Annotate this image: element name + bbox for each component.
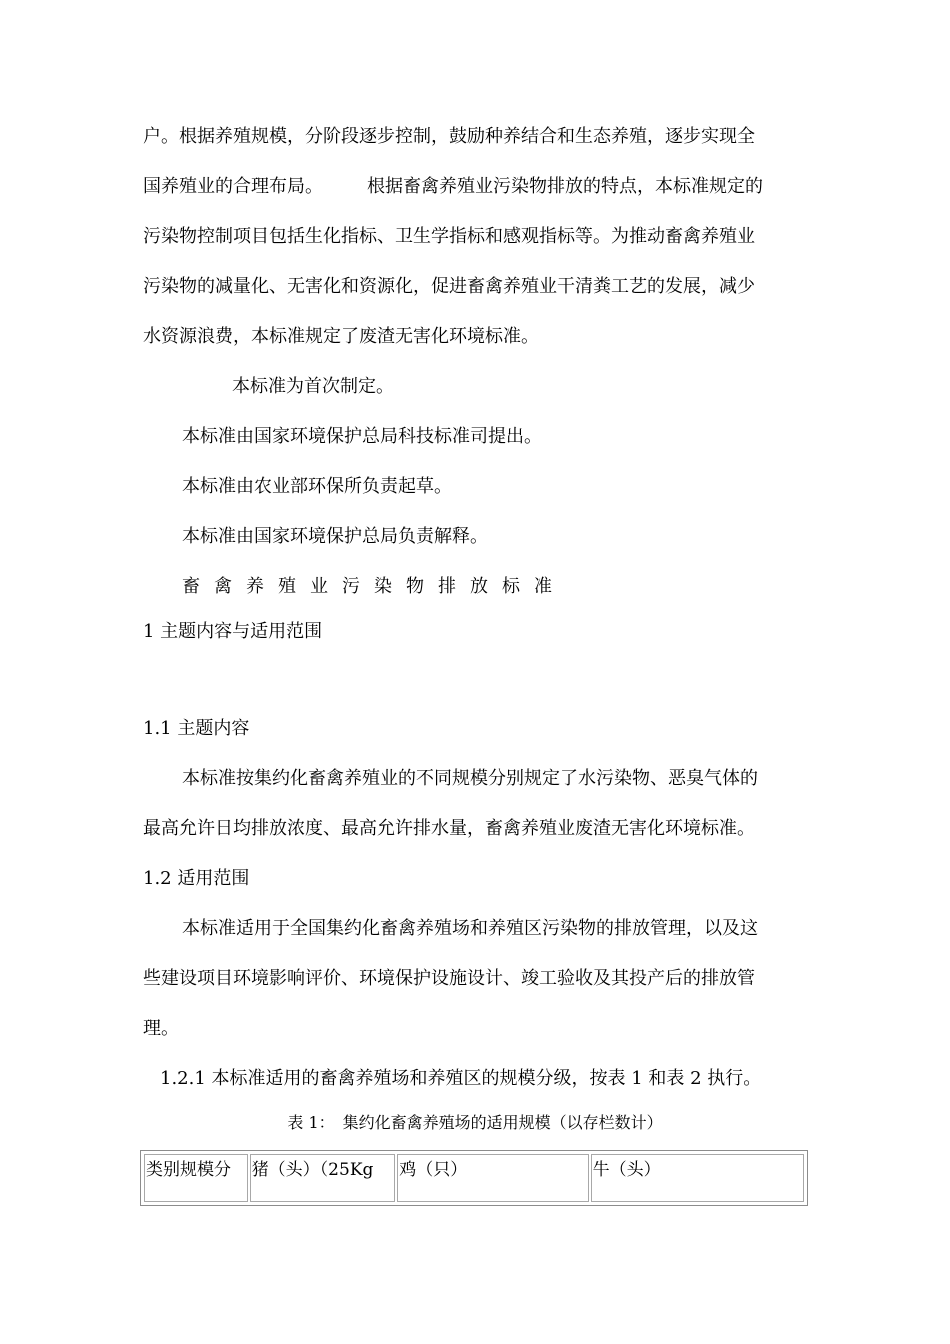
table-header-cell: 鸡（只） [397,1154,588,1202]
paragraph-segment: 国养殖业的合理布局。 [143,176,323,197]
statement-proposed-by: 本标准由国家环境保护总局科技标准司提出。 [182,426,542,447]
section-heading-1-2-1: 1.2.1 本标准适用的畜禽养殖场和养殖区的规模分级，按表 1 和表 2 执行。 [160,1068,762,1089]
table-header-cell: 猪（头）（25Kg [250,1154,396,1202]
paragraph-segment: 根据畜禽养殖业污染物排放的特点，本标准规定的 [367,176,763,197]
paragraph-line [143,175,763,199]
table-caption: 表 1： 集约化畜禽养殖场的适用规模（以存栏数计） [287,1113,663,1132]
paragraph-line: 污染物控制项目包括生化指标、卫生学指标和感观指标等。为推动畜禽养殖业 [143,226,755,247]
section-heading-1-1: 1.1 主题内容 [143,718,250,739]
paragraph-line: 水资源浪费，本标准规定了废渣无害化环境标准。 [143,326,539,347]
paragraph-line: 污染物的减量化、无害化和资源化，促进畜禽养殖业干清粪工艺的发展，减少 [143,276,755,297]
paragraph-line: 些建设项目环境影响评价、环境保护设施设计、竣工验收及其投产后的排放管 [143,968,755,989]
section-heading-1: 1 主题内容与适用范围 [143,621,323,642]
statement-drafted-by: 本标准由农业部环保所负责起草。 [182,476,452,497]
paragraph-line: 理。 [143,1018,179,1039]
table-header-cell: 类别规模分 [144,1154,248,1202]
paragraph-line: 最高允许日均排放浓度、最高允许排水量，畜禽养殖业废渣无害化环境标准。 [143,818,755,839]
scale-table [140,1150,808,1206]
statement-interpreted-by: 本标准由国家环境保护总局负责解释。 [182,526,488,547]
table-header-cell: 牛（头） [591,1154,804,1202]
section-heading-1-2: 1.2 适用范围 [143,868,250,889]
statement-first-edition: 本标准为首次制定。 [232,376,394,397]
paragraph-line: 本标准适用于全国集约化畜禽养殖场和养殖区污染物的排放管理，以及这 [182,918,758,939]
standard-title: 畜禽养殖业污染物排放标准 [182,576,566,597]
paragraph-line: 户。根据养殖规模，分阶段逐步控制，鼓励种养结合和生态养殖，逐步实现全 [143,126,755,147]
paragraph-line: 本标准按集约化畜禽养殖业的不同规模分别规定了水污染物、恶臭气体的 [182,768,758,789]
